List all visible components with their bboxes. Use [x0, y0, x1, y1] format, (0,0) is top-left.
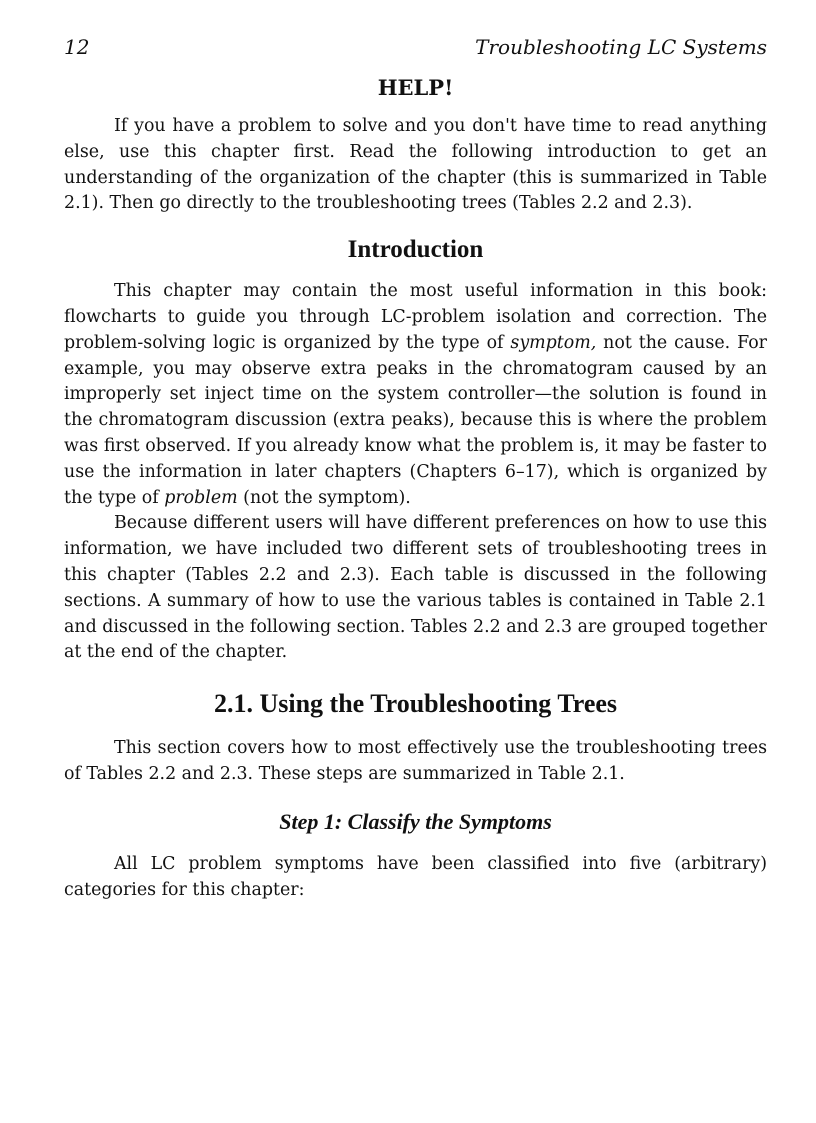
section-2-1-heading: 2.1. Using the Troubleshooting Trees	[213, 689, 618, 719]
help-paragraph: If you have a problem to solve and you don't have time to read anything else, use this chapter first. Read the following introduction to get an understanding of the organization of the chapter (this is summarized in Table 2.1). Then go directly to the troubleshooting trees (Tables 2.2 and 2.3).	[64, 116, 767, 214]
book-page	[64, 34, 767, 903]
step-1-paragraph: All LC problem symptoms have been classified into five (arbitrary) categories for this chapter:	[64, 853, 767, 900]
step-1-heading: Step 1: Classify the Symptoms	[279, 808, 552, 834]
help-heading: HELP!	[377, 75, 454, 100]
intro-emphasis-symptom: symptom,	[510, 332, 597, 353]
intro-emphasis-problem: problem	[164, 487, 238, 508]
page-number: 12	[64, 35, 90, 59]
introduction-heading: Introduction	[347, 236, 484, 264]
intro-text-segment: (not the symptom).	[237, 487, 411, 508]
intro-text-segment: This chapter may contain the most useful information in this book: flowcharts to guide you through LC-problem isolation and correction. The problem-solving logic is organized by the type of	[64, 281, 767, 353]
section-2-1-paragraph: This section covers how to most effectively use the troubleshooting trees of Tables 2.2 and 2.3. These steps are summarized in Table 2.1.	[64, 738, 767, 784]
running-title: Troubleshooting LC Systems	[475, 35, 767, 59]
running-header	[64, 34, 767, 64]
introduction-paragraph-2: Because different users will have different preferences on how to use this information, we have included two different sets of troubleshooting trees in this chapter (Tables 2.2 and 2.3). Each table is discussed in the following sections. A summary of how to use the various tables is contained in Table 2.1 and discussed in the following section. Tables 2.2 and 2.3 are grouped together at the end of the chapter.	[64, 513, 767, 663]
intro-text-segment: not the cause. For example, you may observe extra peaks in the chromatogram caused by an improperly set inject time on the system controller—the solution is found in the chromatogram discussion (extra peaks), because this is where the problem was first observed. If you already know what the problem is, it may be faster to use the information in later chapters (Chapters 6–17), which is organized by the type of	[64, 332, 767, 508]
introduction-paragraph-1	[64, 279, 767, 511]
